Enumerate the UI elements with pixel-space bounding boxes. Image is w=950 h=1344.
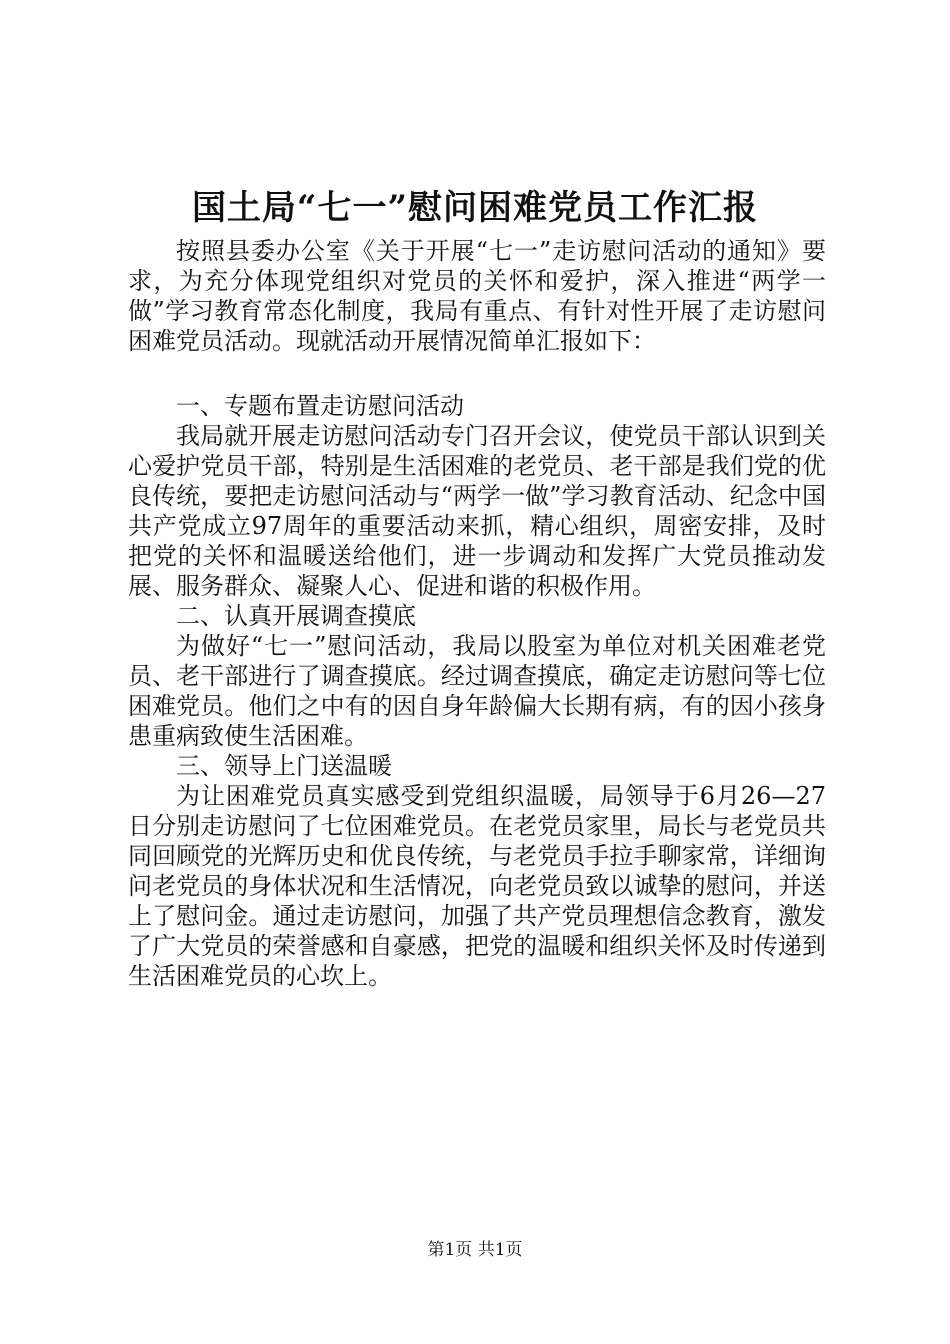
document-title: 国土局“七一”慰问困难党员工作汇报 bbox=[191, 188, 759, 228]
section-heading-2: 二、认真开展调查摸底 bbox=[176, 602, 416, 630]
section-heading-1: 一、专题布置走访慰问活动 bbox=[176, 392, 464, 420]
section-paragraph-1: 我局就开展走访慰问活动专门召开会议，使党员干部认识到关心爱护党员干部，特别是生活困难的老党员、老干部是我们党的优良传统，要把走访慰问活动与“两学一做”学习教育活动、纪念中国共产党成立97周年的重要活动来抓，精心组织，周密安排，及时把党的关怀和温暖送给他们，进一步调动和发挥广大党员推动发展、服务群众、凝聚人心、促进和谐的积极作用。 bbox=[128, 422, 826, 600]
intro-paragraph: 按照县委办公室《关于开展“七一”走访慰问活动的通知》要求，为充分体现党组织对党员的关怀和爱护，深入推进“两学一做”学习教育常态化制度，我局有重点、有针对性开展了走访慰问困难党员活动。现就活动开展情况简单汇报如下： bbox=[128, 237, 826, 355]
document-body bbox=[128, 236, 826, 991]
section-heading-3: 三、领导上门送温暖 bbox=[176, 752, 392, 780]
section-paragraph-2: 为做好“七一”慰问活动，我局以股室为单位对机关困难老党员、老干部进行了调查摸底。经过调查摸底，确定走访慰问等七位困难党员。他们之中有的因自身年龄偏大长期有病，有的因小孩身患重病致使生活困难。 bbox=[128, 632, 826, 750]
page-number-footer: 第1页 共1页 bbox=[427, 1240, 523, 1260]
section-paragraph-3: 为让困难党员真实感受到党组织温暖，局领导于6月26—27日分别走访慰问了七位困难党员。在老党员家里，局长与老党员共同回顾党的光辉历史和优良传统，与老党员手拉手聊家常，详细询问老党员的身体状况和生活情况，向老党员致以诚挚的慰问，并送上了慰问金。通过走访慰问，加强了共产党员理想信念教育，激发了广大党员的荣誉感和自豪感，把党的温暖和组织关怀及时传递到生活困难党员的心坎上。 bbox=[128, 782, 826, 990]
